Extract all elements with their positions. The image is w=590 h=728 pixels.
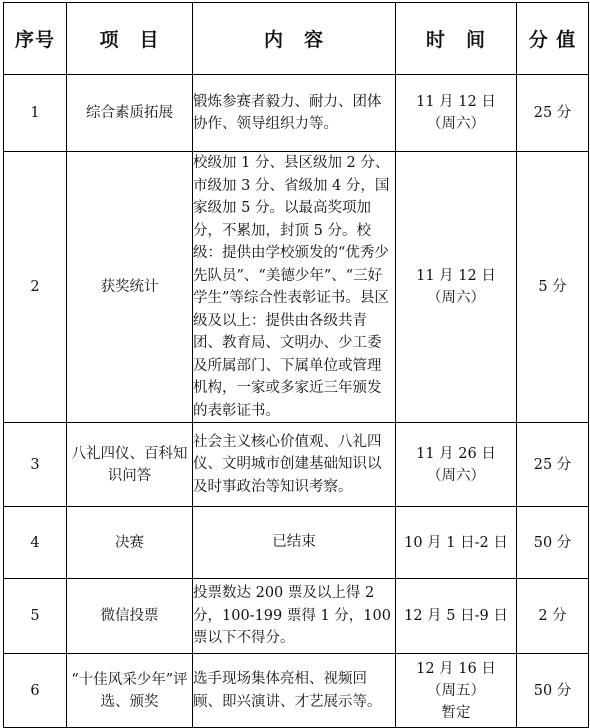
row-num: 3 (4, 423, 67, 507)
row-time (396, 654, 517, 728)
row-time-line: 11 月 12 日 (416, 268, 496, 284)
row-content: 校级加 1 分、县区级加 2 分、市级加 3 分、省级加 4 分，国家级加 5 分。以最高奖项加分，不累加，封顶 5 分。校级：提供由学校颁发的“优秀少先队员”、“美德少年”、“三好学生”等综合性表彰证书。县区级及以上：提供由各级共青团、教育局、文明办、少工委及所属部门、下属单位或管理机构，一家或多家近三年颁发的表彰证书。 (193, 152, 396, 423)
row-content: 锻炼参赛者毅力、耐力、团体协作、领导组织力等。 (193, 75, 396, 152)
row-time-line: 12 月 5 日-9 日 (404, 608, 508, 624)
row-time-line: （周五） (427, 682, 485, 699)
row-time-line: 10 月 1 日-2 日 (404, 534, 508, 551)
row-num: 1 (4, 75, 67, 152)
table-row (4, 75, 589, 152)
table-row (4, 152, 589, 423)
row-score: 50 分 (517, 654, 589, 728)
row-item: 获奖统计 (67, 152, 193, 423)
row-num: 2 (4, 152, 67, 423)
row-num: 6 (4, 654, 67, 728)
row-time-line: （周六） (427, 290, 485, 306)
row-time (396, 423, 517, 507)
row-score: 50 分 (517, 507, 589, 579)
row-score: 25 分 (517, 423, 589, 507)
row-time-line: 11 月 12 日 (416, 94, 496, 110)
row-content: 社会主义核心价值观、八礼四仪、文明城市创建基础知识以及时事政治等知识考察。 (193, 423, 396, 507)
row-score: 2 分 (517, 579, 589, 654)
row-score: 5 分 (517, 152, 589, 423)
row-num: 4 (4, 507, 67, 579)
table-row (4, 423, 589, 507)
row-score: 25 分 (517, 75, 589, 152)
row-item: 八礼四仪、百科知识问答 (67, 423, 193, 507)
row-num: 5 (4, 579, 67, 654)
table-row (4, 579, 589, 654)
row-item: 决赛 (67, 507, 193, 579)
row-time-line: （周六） (427, 467, 485, 484)
table-row (4, 654, 589, 728)
row-time-line: 11 月 26 日 (416, 445, 496, 462)
row-time-line: 12 月 16 日 (416, 660, 496, 677)
row-time (396, 75, 517, 152)
header-row (4, 3, 589, 75)
row-time (396, 579, 517, 654)
header-content: 内 容 (193, 3, 396, 75)
row-content: 投票数达 200 票及以上得 2 分，100-199 票得 1 分，100 票以下不得分。 (193, 579, 396, 654)
row-time-line: （周六） (427, 116, 485, 132)
table-row (4, 507, 589, 579)
schedule-table (3, 2, 589, 728)
row-time (396, 152, 517, 423)
row-content: 选手现场集体亮相、视频回顾、即兴演讲、才艺展示等。 (193, 654, 396, 728)
row-item: “十佳风采少年”评选、颁奖 (67, 654, 193, 728)
row-item: 综合素质拓展 (67, 75, 193, 152)
row-item: 微信投票 (67, 579, 193, 654)
header-num: 序号 (4, 3, 67, 75)
header-item: 项 目 (67, 3, 193, 75)
row-time-line: 暂定 (441, 704, 471, 721)
header-time: 时 间 (396, 3, 517, 75)
header-score: 分 值 (517, 3, 589, 75)
row-time (396, 507, 517, 579)
row-content: 已结束 (193, 507, 396, 579)
